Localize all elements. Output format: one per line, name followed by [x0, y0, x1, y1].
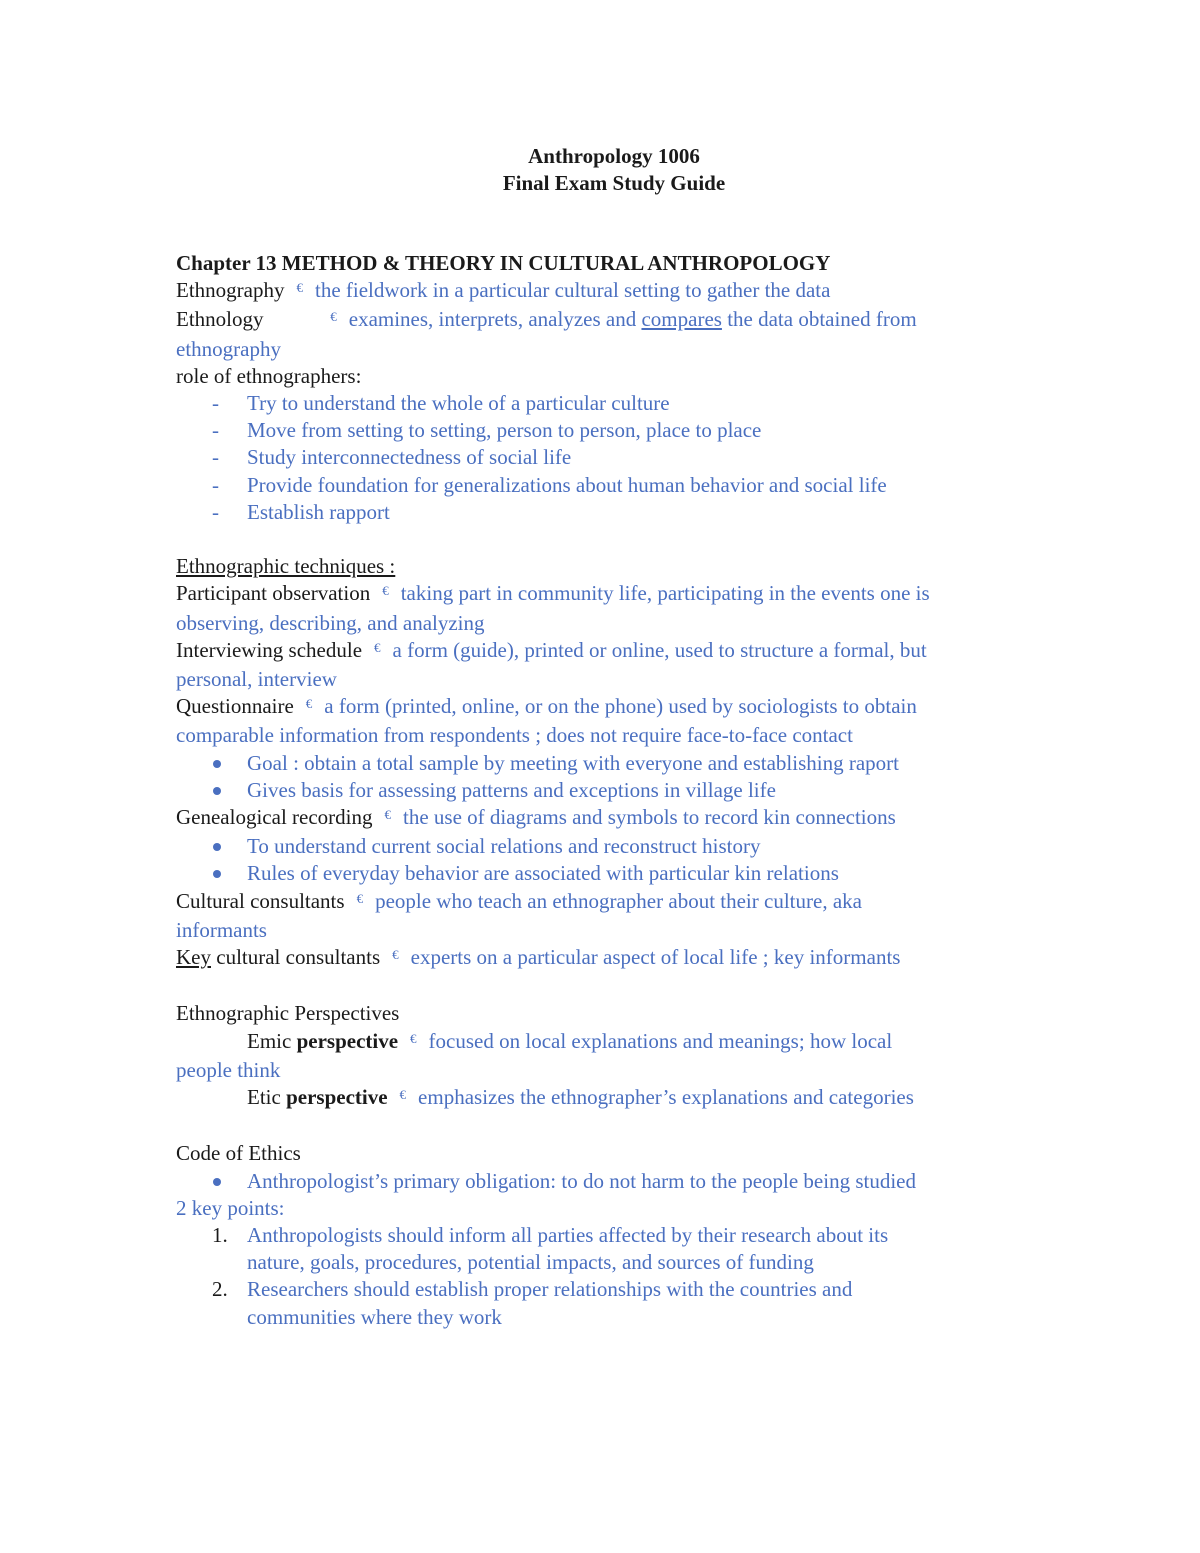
bullet-icon: [213, 870, 221, 878]
bullet-item: Gives basis for assessing patterns and exceptions in village life: [176, 777, 1036, 804]
numbered-item: 2. Researchers should establish proper relationships with the countries and: [176, 1276, 1036, 1303]
definition-text-continued: observing, describing, and analyzing: [176, 610, 485, 635]
definition-interviewing-schedule: Interviewing schedule € a form (guide), printed or online, used to structure a formal, but: [176, 637, 1036, 666]
arrow-icon: €: [399, 1087, 407, 1103]
dash-marker: -: [212, 445, 219, 470]
bullet-item: Rules of everyday behavior are associated with particular kin relations: [176, 860, 1036, 887]
dash-marker: -: [212, 391, 219, 416]
dash-marker: -: [212, 499, 219, 524]
definition-text-continued: informants: [176, 917, 267, 942]
document-title: Anthropology 1006: [528, 144, 700, 168]
bullet-icon: [213, 760, 221, 768]
term-ethnography: Ethnography: [176, 278, 285, 303]
underlined-word: compares: [641, 307, 722, 332]
numbered-item: 1. Anthropologists should inform all parties affected by their research about its: [176, 1222, 1036, 1249]
definition-text: the data obtained from: [727, 307, 917, 332]
definition-text-continued: people think: [176, 1057, 281, 1082]
list-item: - Move from setting to setting, person to person, place to place: [176, 417, 1036, 444]
arrow-icon: €: [410, 1030, 417, 1046]
arrow-icon: €: [382, 583, 389, 599]
dash-marker: -: [212, 418, 219, 443]
definition-key-cultural-consultants: Key cultural consultants € experts on a particular aspect of local life ; key informants: [176, 944, 1036, 973]
definition-ethnography: [176, 277, 1036, 306]
arrow-icon: €: [330, 309, 337, 325]
bullet-item: Anthropologist’s primary obligation: to do not harm to the people being studied: [176, 1168, 1036, 1195]
numbered-item-continued: communities where they work: [247, 1304, 502, 1329]
definition-etic: Etic perspective € emphasizes the ethnographer’s explanations and categories: [176, 1084, 1036, 1113]
bullet-item: To understand current social relations and reconstruct history: [176, 833, 1036, 860]
definition-questionnaire: Questionnaire € a form (printed, online, or on the phone) used by sociologists to obtain: [176, 693, 1036, 722]
techniques-heading: Ethnographic techniques :: [176, 554, 396, 579]
definition-text-continued: comparable information from respondents ; does not require face-to-face contact: [176, 723, 853, 748]
definition-genealogical-recording: Genealogical recording € the use of diagrams and symbols to record kin connections: [176, 804, 1036, 833]
definition-ethnology: [176, 306, 1036, 335]
list-item: - Try to understand the whole of a particular culture: [176, 390, 1036, 417]
ethics-heading: Code of Ethics: [176, 1141, 301, 1166]
list-item: - Establish rapport: [176, 499, 1036, 526]
arrow-icon: €: [305, 696, 313, 712]
arrow-icon: €: [392, 947, 399, 963]
document-subtitle: Final Exam Study Guide: [502, 171, 726, 195]
definition-cultural-consultants: Cultural consultants € people who teach an ethnographer about their culture, aka: [176, 888, 1036, 917]
dash-marker: -: [212, 472, 219, 497]
definition-emic: Emic perspective € focused on local explanations and meanings; how local: [176, 1028, 1036, 1057]
definition-text: the fieldwork in a particular cultural setting to gather the data: [314, 278, 831, 303]
arrow-icon: €: [374, 639, 381, 655]
bullet-icon: [213, 843, 221, 851]
arrow-icon: €: [296, 280, 303, 296]
definition-text-continued: ethnography: [176, 336, 281, 361]
perspectives-heading: Ethnographic Perspectives: [176, 1001, 400, 1026]
item-number: 1.: [212, 1223, 228, 1248]
chapter-heading: Chapter 13 METHOD & THEORY IN CULTURAL ANTHROPOLOGY: [176, 251, 831, 275]
document-body: [176, 250, 1036, 1331]
list-item: - Provide foundation for generalizations about human behavior and social life: [176, 472, 1036, 499]
arrow-icon: €: [356, 890, 364, 906]
role-label: role of ethnographers:: [176, 363, 362, 388]
key-points-label: 2 key points:: [176, 1195, 285, 1220]
definition-participant-observation: Participant observation € taking part in community life, participating in the events one is: [176, 580, 1036, 609]
list-item: - Study interconnectedness of social life: [176, 444, 1036, 471]
item-number: 2.: [212, 1277, 228, 1302]
term-ethnology: Ethnology: [176, 307, 264, 332]
bullet-item: Goal : obtain a total sample by meeting with everyone and establishing raport: [176, 750, 1036, 777]
definition-text: examines, interprets, analyzes and: [348, 307, 637, 332]
bullet-icon: [213, 787, 221, 795]
bullet-icon: [213, 1178, 221, 1186]
numbered-item-continued: nature, goals, procedures, potential impacts, and sources of funding: [247, 1250, 814, 1275]
arrow-icon: €: [384, 807, 391, 823]
definition-text-continued: personal, interview: [176, 667, 337, 692]
